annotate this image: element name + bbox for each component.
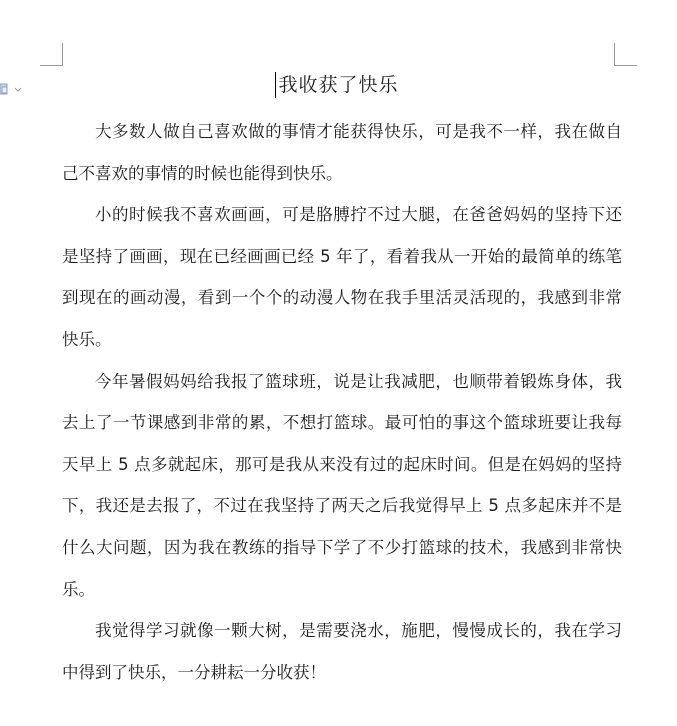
- paragraph-1: 大多数人做自己喜欢做的事情才能获得快乐，可是我不一样，我在做自己不喜欢的事情的时候也能得到快乐。: [62, 122, 622, 183]
- paragraph-3: 今年暑假妈妈给我报了篮球班，说是让我减肥，也顺带着锻炼身体，我去上了一节课感到非常的累，不想打篮球。最可怕的事这个篮球班要让我每天早上 5 点多就起床，那可是我从来没有过的起床时间。但是在妈妈的坚持下，我还是去报了，不过在我坚持了两天之后我觉得早上 5 点多起床并不是什么大问题，因为我在教练的指导下学了不少打篮球的技术，我感到非常快乐。: [62, 371, 622, 599]
- top-left-margin-mark: [40, 43, 63, 66]
- paragraph-4: 我觉得学习就像一颗大树，是需要浇水，施肥，慢慢成长的，我在学习中得到了快乐，一分耕耘一分收获！: [62, 621, 622, 682]
- text-cursor: [275, 72, 276, 98]
- title-text: 我收获了快乐: [278, 74, 399, 96]
- document-body[interactable]: [62, 111, 622, 693]
- top-right-margin-mark: [614, 43, 637, 66]
- document-title[interactable]: [0, 72, 677, 98]
- paragraph-2: 小的时候我不喜欢画画，可是胳膊拧不过大腿，在爸爸妈妈的坚持下还是坚持了画画，现在已经画画已经 5 年了，看着我从一开始的最简单的练笔到现在的画动漫，看到一个个的动漫人物在我手里活灵活现的，我感到非常快乐。: [62, 205, 622, 349]
